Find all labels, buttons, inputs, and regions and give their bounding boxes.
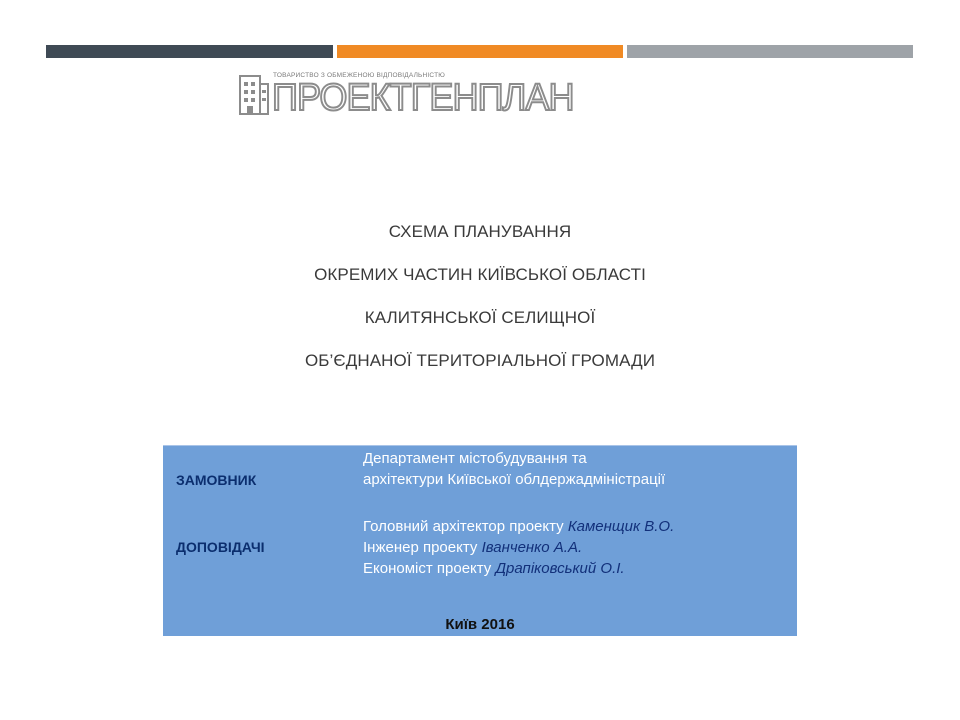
city-year-footer: Київ 2016 [445, 616, 515, 633]
speaker-role: Економіст проекту [363, 560, 496, 577]
customer-line-2: архітектури Київської облдержадміністрації [363, 471, 666, 488]
speaker-name: Каменщик В.О. [567, 518, 675, 535]
speaker-item [363, 516, 674, 537]
title-line-4: ОБ’ЄДНАНОЇ ТЕРИТОРІАЛЬНОЇ ГРОМАДИ [304, 351, 656, 370]
accent-bar-grey [627, 45, 913, 58]
building-logo-icon [238, 74, 270, 116]
speaker-role: Головний архітектор проекту [363, 518, 568, 535]
title-line-3: КАЛИТЯНСЬКОЇ СЕЛИЩНОЇ [364, 308, 596, 327]
title-line-2: ОКРЕМИХ ЧАСТИН КИЇВСЬКОЇ ОБЛАСТІ [314, 265, 646, 284]
logo-tagline: ТОВАРИСТВО З ОБМЕЖЕНОЮ ВІДПОВІДАЛЬНІСТЮ [273, 72, 446, 79]
logo-wordmark: ПРОЕКТГЕНПЛАН [272, 77, 574, 119]
speaker-name: Драпіковський О.І. [495, 560, 625, 577]
page-title [0, 222, 960, 394]
accent-bar-orange [337, 45, 623, 58]
customer-value [363, 448, 665, 490]
info-box [163, 445, 797, 636]
title-line-1: СХЕМА ПЛАНУВАННЯ [388, 222, 572, 241]
accent-bar-dark [46, 45, 333, 58]
company-logo [238, 72, 574, 119]
customer-label: ЗАМОВНИК [176, 472, 257, 488]
speaker-item [363, 558, 674, 579]
speaker-item [363, 537, 674, 558]
speakers-label: ДОПОВІДАЧІ [176, 539, 265, 555]
speaker-name: Іванченко А.А. [481, 539, 583, 556]
speaker-role: Інженер проекту [363, 539, 482, 556]
speakers-list [363, 516, 674, 579]
customer-line-1: Департамент містобудування та [363, 450, 587, 467]
